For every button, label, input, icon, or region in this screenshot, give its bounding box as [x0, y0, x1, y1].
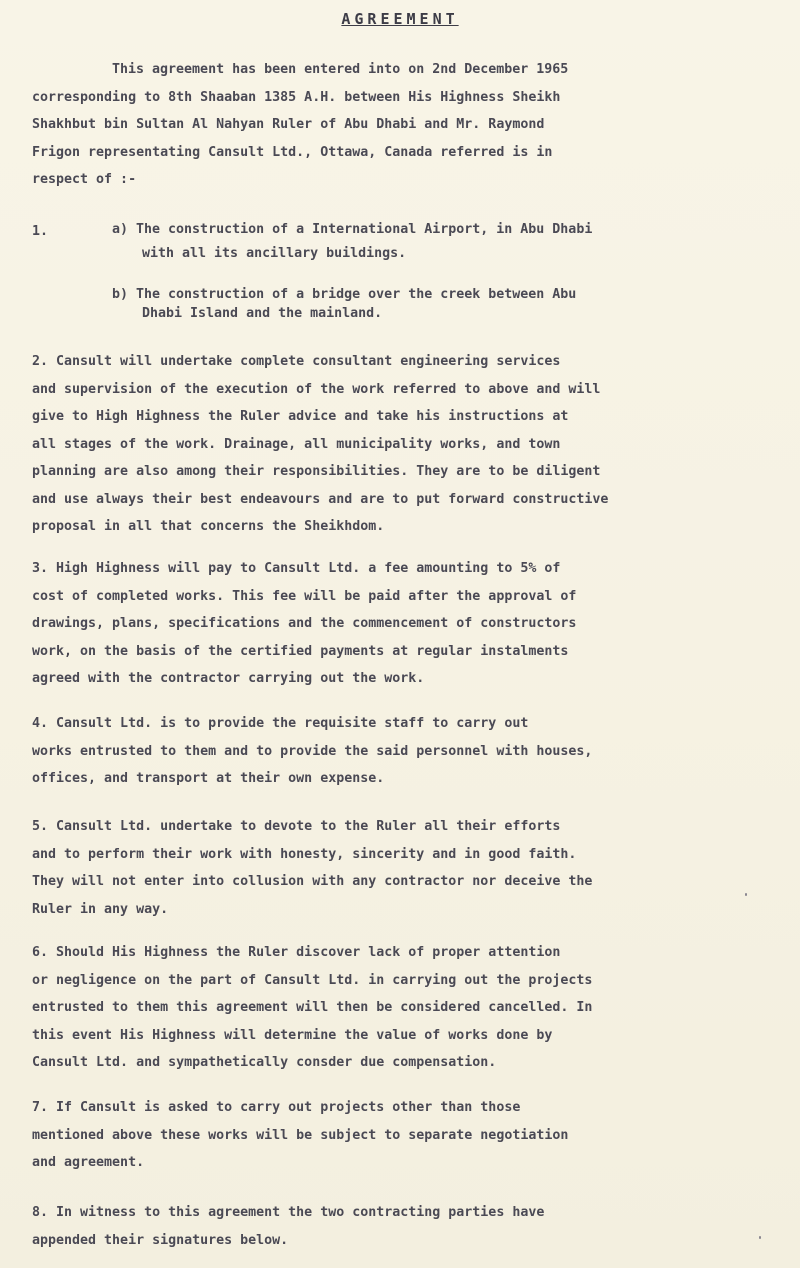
clause-1b-paragraph — [112, 285, 752, 323]
clause-6-line: 6. Should His Highness the Ruler discover lack of proper attention — [32, 945, 561, 960]
preamble-line: This agreement has been entered into on 2nd December 1965 — [112, 62, 569, 77]
clause-5-line: 5. Cansult Ltd. undertake to devote to the Ruler all their efforts — [32, 819, 561, 834]
clause-2-line: 2. Cansult will undertake complete consultant engineering services — [32, 354, 561, 369]
clause-2-paragraph — [32, 348, 772, 541]
clause-5-line: They will not enter into collusion with any contractor nor deceive the — [32, 874, 593, 889]
clause-7-line: and agreement. — [32, 1155, 145, 1170]
clause-1a-line: with all its ancillary buildings. — [142, 246, 407, 261]
clause-6-paragraph — [32, 939, 772, 1077]
clause-8-line: appended their signatures below. — [32, 1232, 289, 1248]
preamble-line: Frigon representating Cansult Ltd., Ottawa, Canada referred is in — [32, 144, 553, 160]
clause-5-line: and to perform their work with honesty, sincerity and in good faith. — [32, 846, 577, 862]
clause-5-paragraph — [32, 813, 772, 923]
clause-2-line: planning are also among their responsibilities. They are to be diligent — [32, 464, 601, 479]
preamble-line: respect of :- — [32, 172, 137, 187]
clause-7-paragraph — [32, 1094, 772, 1177]
clause-7-line: mentioned above these works will be subject to separate negotiation — [32, 1127, 569, 1143]
document-title: AGREEMENT — [341, 10, 459, 28]
clause-4-line: offices, and transport at their own expense. — [32, 771, 385, 786]
ink-speck — [759, 1236, 761, 1239]
preamble-line: Shakhbut bin Sultan Al Nahyan Ruler of Abu Dhabi and Mr. Raymond — [32, 117, 545, 132]
clause-3-line: drawings, plans, specifications and the commencement of constructors — [32, 616, 577, 631]
clause-8-paragraph — [32, 1199, 772, 1254]
clause-4-line: 4. Cansult Ltd. is to provide the requisite staff to carry out — [32, 716, 529, 731]
clause-4-paragraph — [32, 710, 772, 793]
clause-3-paragraph — [32, 556, 772, 694]
preamble-line: corresponding to 8th Shaaban 1385 A.H. between His Highness Sheikh — [32, 89, 561, 105]
clause-1a-line: a) The construction of a International Airport, in Abu Dhabi — [112, 222, 593, 237]
clause-6-line: this event His Highness will determine the value of works done by — [32, 1027, 553, 1043]
clause-2-line: all stages of the work. Drainage, all municipality works, and town — [32, 436, 561, 452]
clause-1-number: 1. — [32, 224, 49, 239]
clause-6-line: Cansult Ltd. and sympathetically consder due compensation. — [32, 1055, 497, 1070]
clause-1b-line: Dhabi Island and the mainland. — [142, 306, 383, 321]
clause-2-line: and supervision of the execution of the work referred to above and will — [32, 381, 601, 397]
clause-3-line: agreed with the contractor carrying out the work. — [32, 671, 425, 686]
ink-speck — [745, 893, 747, 896]
clause-8-line: 8. In witness to this agreement the two contracting parties have — [32, 1205, 545, 1220]
clause-5-line: Ruler in any way. — [32, 901, 169, 917]
clause-6-line: or negligence on the part of Cansult Ltd. in carrying out the projects — [32, 972, 593, 988]
clause-3-line: 3. High Highness will pay to Cansult Ltd. a fee amounting to 5% of — [32, 561, 561, 576]
clause-2-line: proposal in all that concerns the Sheikhdom. — [32, 519, 385, 534]
clause-6-line: entrusted to them this agreement will then be considered cancelled. In — [32, 1000, 593, 1015]
clause-1b-line: b) The construction of a bridge over the creek between Abu — [112, 287, 577, 302]
clause-2-line: and use always their best endeavours and are to put forward constructive — [32, 491, 609, 507]
clause-3-line: cost of completed works. This fee will be paid after the approval of — [32, 588, 577, 604]
clause-7-line: 7. If Cansult is asked to carry out projects other than those — [32, 1100, 521, 1115]
clause-1a-paragraph — [112, 218, 752, 266]
preamble-paragraph — [32, 56, 772, 194]
clause-4-line: works entrusted to them and to provide the said personnel with houses, — [32, 743, 593, 759]
clause-2-line: give to High Highness the Ruler advice and take his instructions at — [32, 409, 569, 424]
clause-3-line: work, on the basis of the certified payments at regular instalments — [32, 643, 569, 659]
